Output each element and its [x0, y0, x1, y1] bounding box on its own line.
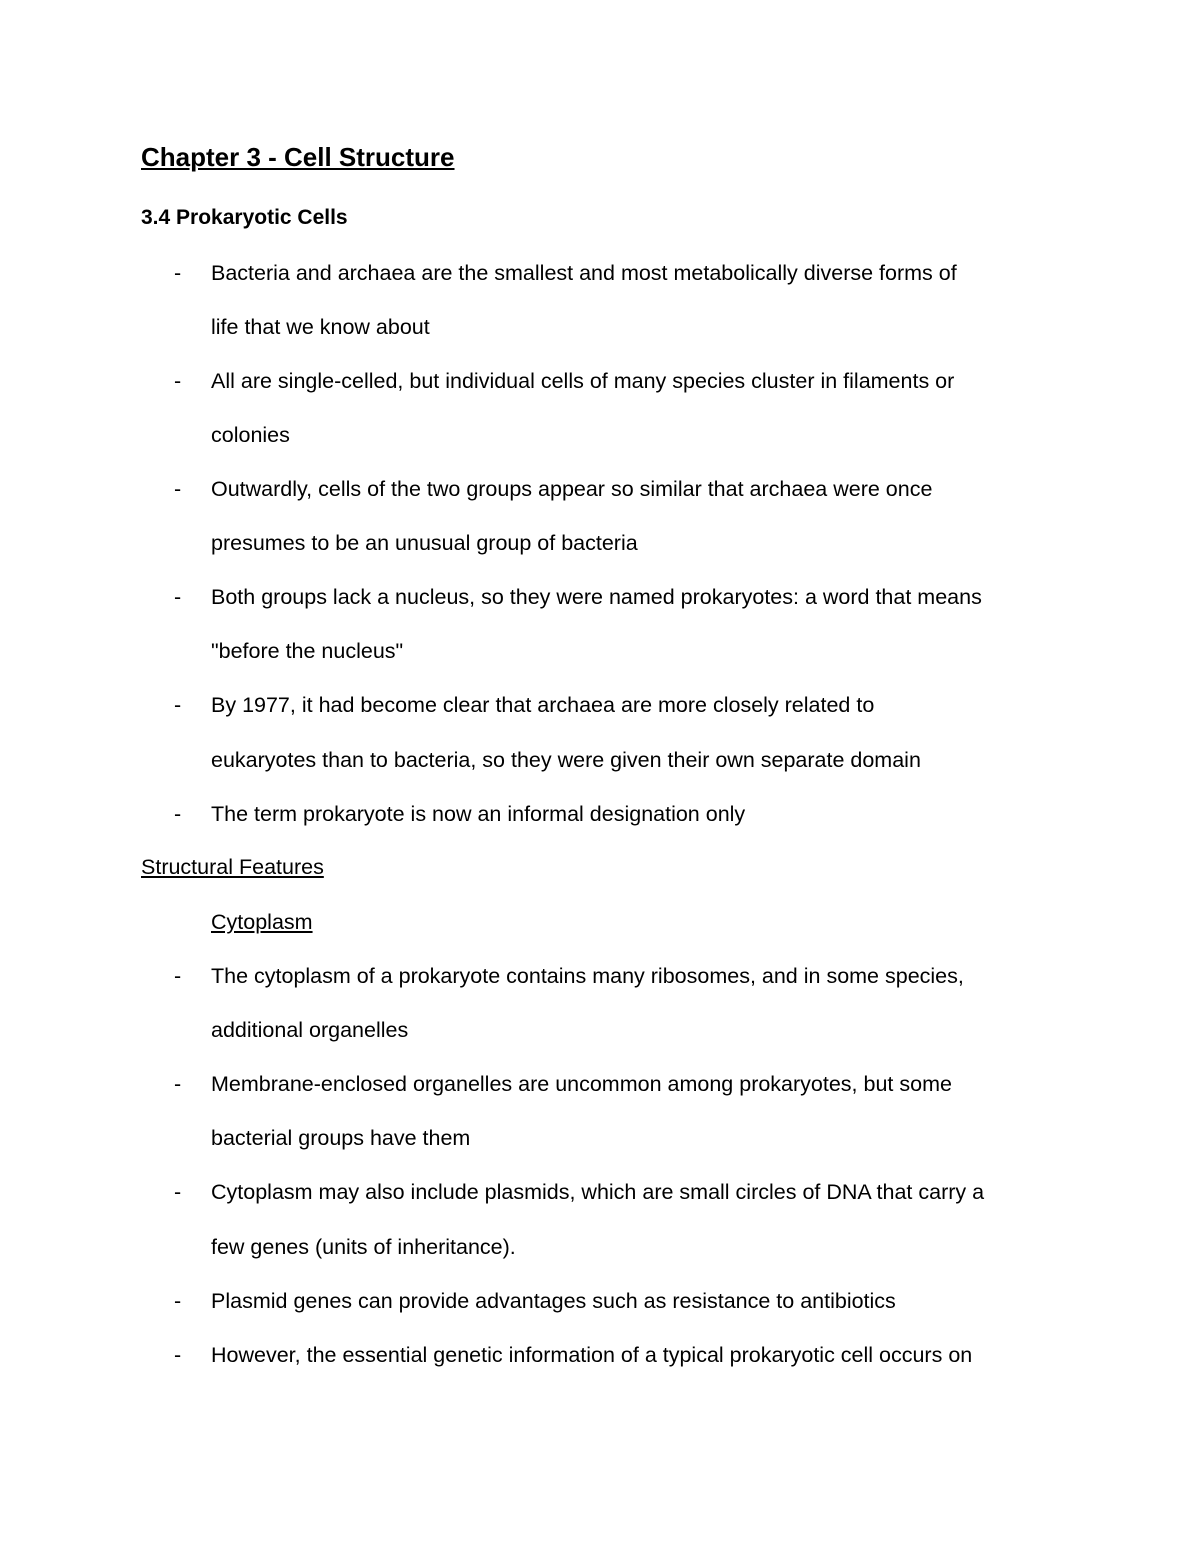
bullet-marker: -	[174, 964, 182, 988]
bullet-marker: -	[174, 477, 182, 501]
bullet-marker: -	[174, 693, 182, 717]
cytoplasm-bullet-1-line-1: The cytoplasm of a prokaryote contains many ribosomes, and in some species,	[211, 964, 964, 988]
bullet-marker: -	[174, 585, 182, 609]
cytoplasm-bullet-2-line-2: bacterial groups have them	[211, 1126, 471, 1150]
bullet-5-line-2: eukaryotes than to bacteria, so they were given their own separate domain	[211, 748, 921, 772]
bullet-1-line-2: life that we know about	[211, 315, 430, 339]
cytoplasm-bullet-3-line-1: Cytoplasm may also include plasmids, which are small circles of DNA that carry a	[211, 1180, 985, 1204]
bullet-4-line-2: "before the nucleus"	[211, 639, 404, 663]
cytoplasm-heading: Cytoplasm	[211, 910, 313, 934]
bullet-marker: -	[174, 369, 182, 393]
bullet-3-line-2: presumes to be an unusual group of bacteria	[211, 531, 638, 555]
bullet-2-line-1: All are single-celled, but individual cells of many species cluster in filaments or	[211, 369, 955, 393]
bullet-5-line-1: By 1977, it had become clear that archaea are more closely related to	[211, 693, 875, 717]
cytoplasm-bullet-3-line-2: few genes (units of inheritance).	[211, 1235, 516, 1259]
section-title: 3.4 Prokaryotic Cells	[141, 206, 348, 229]
bullet-marker: -	[174, 1180, 182, 1204]
bullet-2-line-2: colonies	[211, 423, 290, 447]
cytoplasm-bullet-2-line-1: Membrane-enclosed organelles are uncommon among prokaryotes, but some	[211, 1072, 952, 1096]
bullet-marker: -	[174, 261, 182, 285]
bullet-marker: -	[174, 1289, 182, 1313]
bullet-4-line-1: Both groups lack a nucleus, so they were named prokaryotes: a word that means	[211, 585, 982, 609]
structural-features-heading: Structural Features	[141, 855, 324, 879]
cytoplasm-bullet-5-line-1: However, the essential genetic information of a typical prokaryotic cell occurs on	[211, 1343, 973, 1367]
bullet-marker: -	[174, 1072, 182, 1096]
bullet-1-line-1: Bacteria and archaea are the smallest and most metabolically diverse forms of	[211, 261, 957, 285]
cytoplasm-bullet-4-line-1: Plasmid genes can provide advantages such as resistance to antibiotics	[211, 1289, 896, 1313]
bullet-marker: -	[174, 1343, 182, 1367]
bullet-6-line-1: The term prokaryote is now an informal designation only	[211, 802, 746, 826]
bullet-marker: -	[174, 802, 182, 826]
chapter-title: Chapter 3 - Cell Structure	[141, 142, 455, 172]
bullet-3-line-1: Outwardly, cells of the two groups appear so similar that archaea were once	[211, 477, 933, 501]
cytoplasm-bullet-1-line-2: additional organelles	[211, 1018, 409, 1042]
